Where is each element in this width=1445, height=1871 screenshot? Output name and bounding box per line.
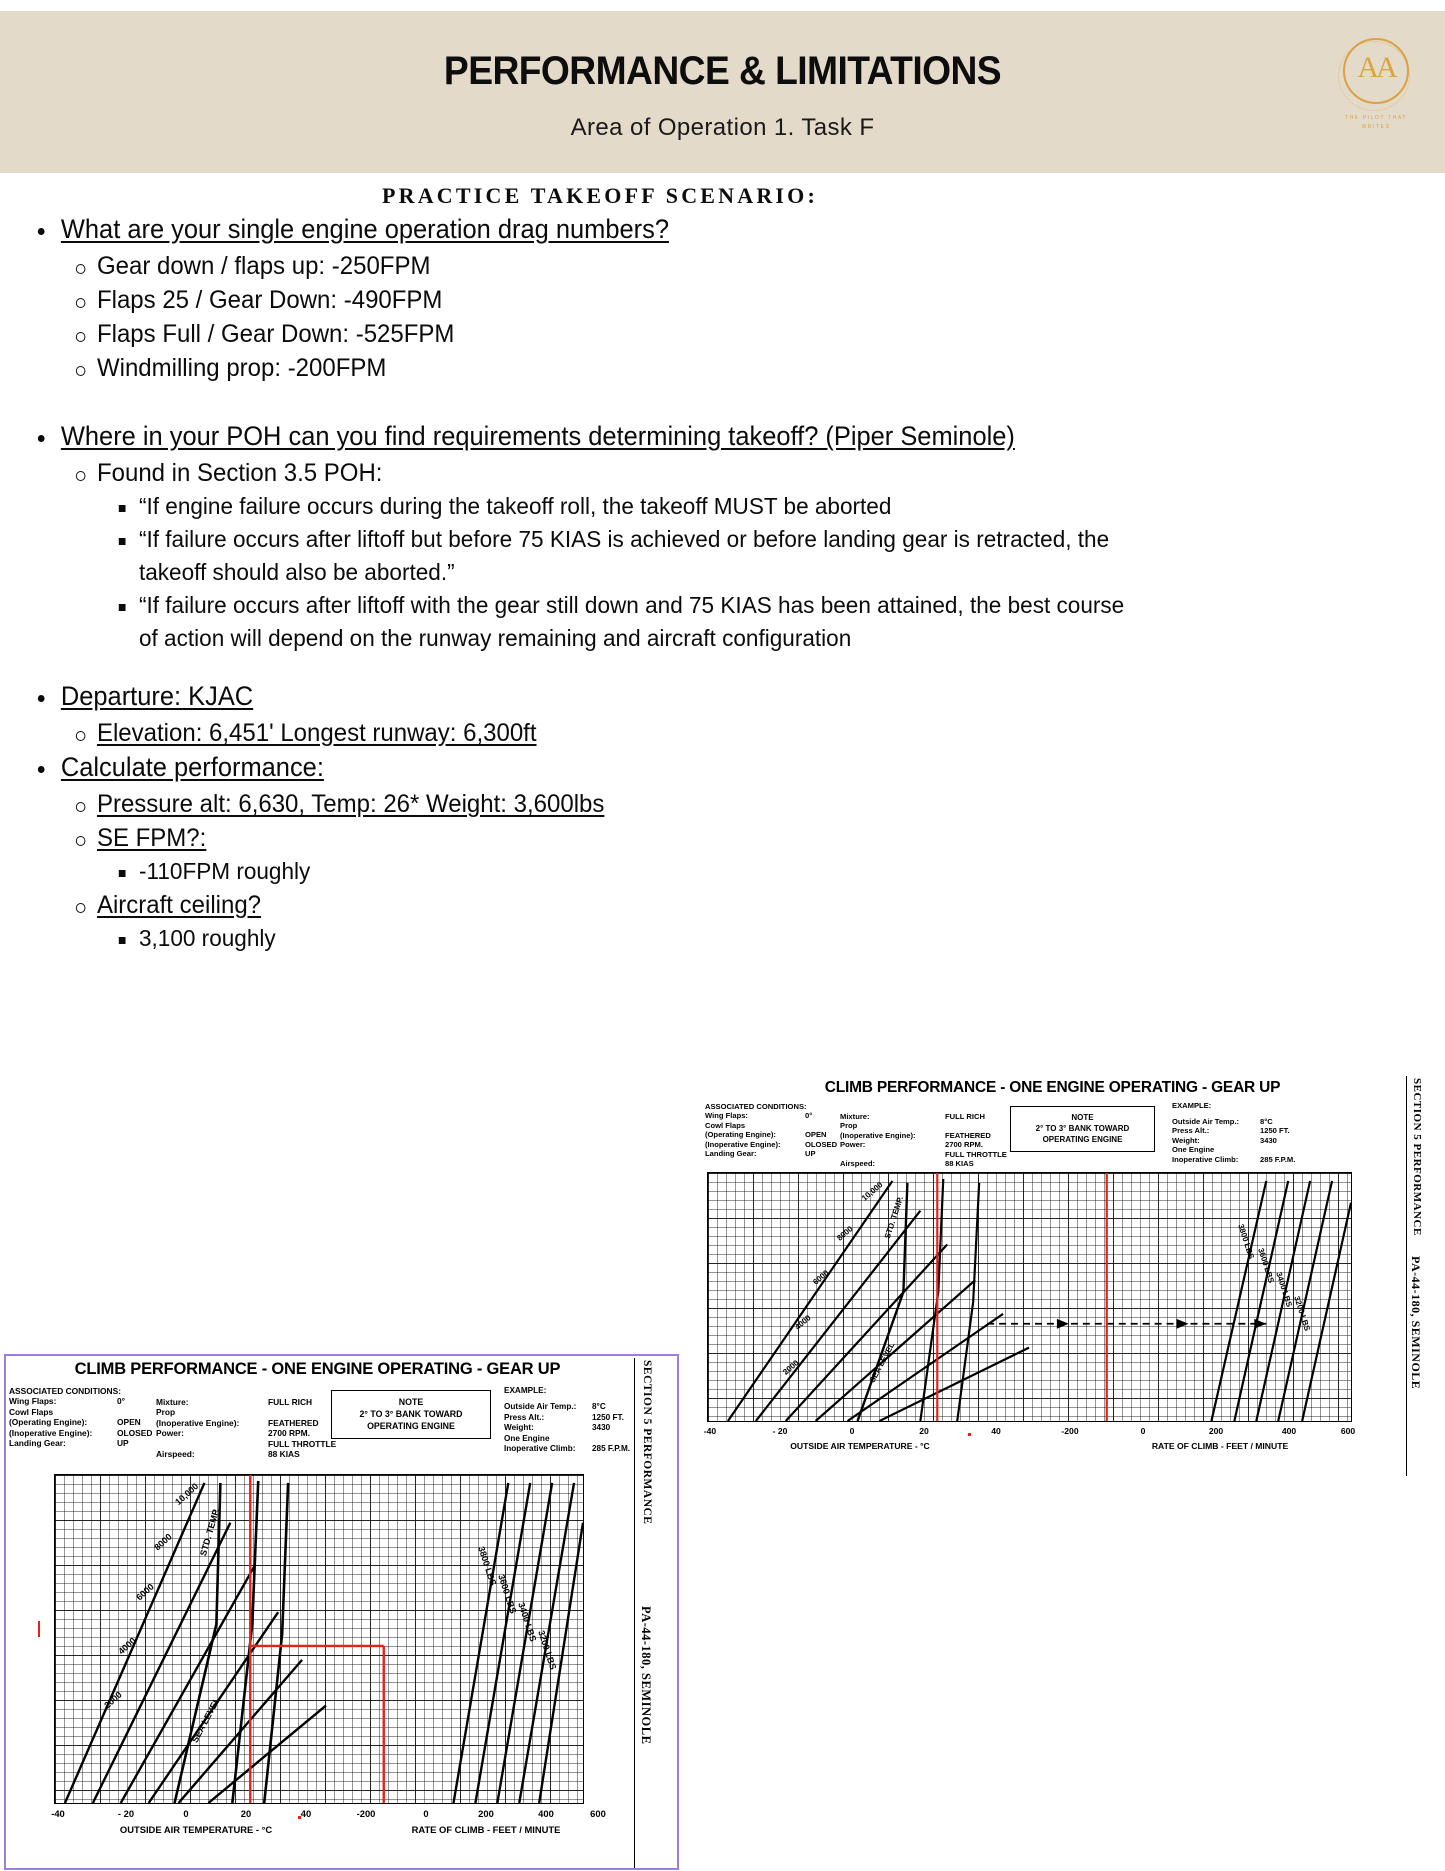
page-subtitle: Area of Operation 1. Task F xyxy=(570,114,875,141)
example-key: Press Alt.: xyxy=(1172,1126,1210,1136)
example-heading: EXAMPLE: xyxy=(1172,1101,1212,1110)
associated-conditions-left xyxy=(705,1102,837,1158)
cond-val: FULL RICH xyxy=(945,1112,985,1121)
example-box xyxy=(504,1386,684,1454)
example-val: 8°C xyxy=(592,1402,606,1412)
poh-list xyxy=(34,456,1180,655)
xtick-right-4: 600 xyxy=(1340,1426,1356,1436)
chart-side-section-label: SECTION 5 PERFORMANCE xyxy=(1411,1078,1423,1236)
red-marker-dot xyxy=(968,1433,971,1436)
altitude-label-4000: 4000 xyxy=(116,1635,138,1657)
chart-side-model-label: PA-44-180, SEMINOLE xyxy=(1409,1256,1423,1390)
example-val: 1250 FT. xyxy=(592,1412,624,1422)
example-val: 285 F.P.M. xyxy=(1260,1154,1296,1164)
cond-key: (Inoperative Engine): xyxy=(705,1139,781,1149)
chart-title: CLIMB PERFORMANCE - ONE ENGINE OPERATING - GEAR UP xyxy=(74,1360,561,1378)
note-box xyxy=(1010,1106,1155,1152)
top-level-list xyxy=(0,212,1180,955)
climb-performance-chart-top[interactable] xyxy=(700,1076,1445,1476)
cond-key: Prop xyxy=(840,1121,858,1131)
weight-label-3200: 3200 LBS xyxy=(536,1629,559,1671)
altitude-label-2000: 2000 xyxy=(102,1689,124,1711)
xlabel-left: OUTSIDE AIR TEMPERATURE - °C xyxy=(119,1824,273,1835)
xtick-right-1: 0 xyxy=(1140,1426,1146,1436)
departure-detail: Elevation: 6,451' Longest runway: 6,300ft xyxy=(72,716,1136,750)
altitude-label-6000: 6000 xyxy=(811,1268,831,1287)
cond-val: FULL THROTTLE xyxy=(268,1438,337,1449)
drag-numbers-list xyxy=(34,249,1180,385)
xtick-right-1: 0 xyxy=(423,1808,429,1819)
stray-red-mark xyxy=(38,1621,40,1637)
example-key: One Engine xyxy=(1172,1145,1215,1155)
cond-val: 88 KIAS xyxy=(945,1159,974,1169)
example-key: Weight: xyxy=(504,1423,534,1433)
xtick-right-3: 400 xyxy=(538,1808,554,1819)
list-item xyxy=(114,922,1180,955)
cond-val: UP xyxy=(117,1438,129,1449)
weight-label-3400: 3400 LBS xyxy=(516,1601,539,1643)
list-item xyxy=(34,679,1180,750)
associated-conditions-left xyxy=(9,1386,152,1448)
list-item xyxy=(34,419,1180,655)
calculate-list xyxy=(34,787,1180,955)
xtick-left-2: 0 xyxy=(183,1808,189,1819)
note-line-0: 2° TO 3° BANK TOWARD xyxy=(1035,1124,1130,1133)
cond-key: Wing Flaps: xyxy=(9,1396,57,1407)
calculate-heading: Calculate performance: xyxy=(34,750,1134,785)
example-heading: EXAMPLE: xyxy=(504,1386,547,1395)
spacer xyxy=(34,385,1180,419)
weight-label-3400: 3400 LBS xyxy=(1274,1270,1294,1309)
example-box xyxy=(1172,1101,1372,1165)
cond-val: FEATHERED xyxy=(945,1130,991,1140)
sidebar-divider xyxy=(634,1358,635,1868)
xtick-left-1: - 20 xyxy=(772,1426,788,1436)
ceiling-list xyxy=(72,922,1180,955)
se-fpm-label: SE FPM?: xyxy=(72,821,1136,855)
cond-val: FEATHERED xyxy=(268,1417,319,1428)
red-marker-dot xyxy=(298,1816,301,1819)
logo-tagline: THE PILOT THAT WRITES xyxy=(1344,115,1408,130)
note-line-0: 2° TO 3° BANK TOWARD xyxy=(359,1409,463,1419)
altitude-label-4000: 4000 xyxy=(793,1313,813,1332)
weight-label-3600: 3600 LBS xyxy=(496,1573,519,1615)
example-val: 8°C xyxy=(1260,1116,1273,1126)
cond-key: Airspeed: xyxy=(840,1159,876,1169)
sidebar-divider xyxy=(1406,1076,1407,1476)
list-item xyxy=(72,821,1180,888)
example-key: One Engine xyxy=(504,1433,550,1443)
xtick-right-2: 200 xyxy=(1208,1426,1224,1436)
example-key: Inoperative Climb: xyxy=(1172,1154,1239,1164)
list-item xyxy=(72,888,1180,955)
cond-key: Wing Flaps: xyxy=(705,1111,748,1121)
poh-quote-2: “If failure occurs after liftoff with the gear still down and 75 KIAS has been attained, the best course of action will depend on the runway remaining and aircraft configuration xyxy=(114,589,1137,655)
altitude-label-6000: 6000 xyxy=(134,1581,156,1603)
cond-val: 2700 RPM. xyxy=(268,1428,310,1439)
cond-key: Landing Gear: xyxy=(705,1149,757,1159)
climb-performance-chart-bottom[interactable] xyxy=(4,1354,679,1870)
example-key: Press Alt.: xyxy=(504,1412,545,1422)
example-key: Outside Air Temp.: xyxy=(1172,1116,1240,1126)
list-item xyxy=(72,283,1180,317)
list-item xyxy=(34,212,1180,385)
list-item xyxy=(114,523,1180,589)
cond-key: (Inoperative Engine): xyxy=(9,1427,93,1438)
cond-val: OPEN xyxy=(805,1130,827,1140)
poh-quote-0: “If engine failure occurs during the takeoff roll, the takeoff MUST be aborted xyxy=(114,490,1137,523)
example-key: Weight: xyxy=(1172,1135,1200,1145)
example-val: 285 F.P.M. xyxy=(592,1444,631,1454)
altitude-label-10000: 10,000 xyxy=(859,1180,885,1203)
chart-plot-area[interactable] xyxy=(707,1172,1352,1422)
note-line-1: OPERATING ENGINE xyxy=(367,1421,455,1431)
list-item xyxy=(114,855,1180,888)
cond-val: FULL THROTTLE xyxy=(945,1149,1007,1159)
xtick-left-2: 0 xyxy=(849,1426,855,1436)
cond-key xyxy=(156,1439,268,1449)
cond-key: Airspeed: xyxy=(156,1449,195,1460)
cond-key: Power: xyxy=(156,1428,184,1439)
poh-quote-1: “If failure occurs after liftoff but before 75 KIAS is achieved or before landing gear is retracted, the takeoff should also be aborted.” xyxy=(114,523,1137,589)
example-val: 3430 xyxy=(592,1423,611,1433)
weight-label-3800: 3800 LBS xyxy=(1236,1222,1256,1261)
altitude-label-2000: 2000 xyxy=(781,1358,801,1377)
xtick-left-3: 20 xyxy=(919,1426,929,1436)
example-key: Inoperative Climb: xyxy=(504,1444,576,1454)
header-banner xyxy=(0,11,1445,173)
list-item xyxy=(34,750,1180,955)
list-item xyxy=(72,716,1180,750)
cond-val: 0° xyxy=(117,1396,126,1407)
list-item xyxy=(72,249,1180,283)
chart-side-section-label: SECTION 5 PERFORMANCE xyxy=(641,1360,653,1525)
cond-val: OPEN xyxy=(117,1417,141,1428)
altitude-label-10000: 10,000 xyxy=(173,1481,201,1507)
example-val: 1250 FT. xyxy=(1260,1126,1290,1136)
cond-key: Mixture: xyxy=(156,1397,189,1407)
cond-key: Power: xyxy=(840,1140,866,1150)
cond-key: Mixture: xyxy=(840,1112,870,1121)
cond-key: (Inoperative Engine): xyxy=(156,1417,240,1428)
xtick-left-4: 40 xyxy=(991,1426,1001,1436)
cond-val: OLOSED xyxy=(805,1139,838,1149)
cond-val: 2700 RPM. xyxy=(945,1140,983,1150)
poh-quotes-list xyxy=(72,490,1180,655)
weight-label-3600: 3600 LBS xyxy=(1256,1246,1276,1285)
cond-key: (Inoperative Engine): xyxy=(840,1130,916,1140)
note-heading: NOTE xyxy=(398,1397,424,1407)
page-title: PERFORMANCE & LIMITATIONS xyxy=(443,49,1002,93)
weight-label-3200: 3200 LBS xyxy=(1292,1294,1312,1333)
sea-level-label: SEA LEVEL xyxy=(867,1340,897,1385)
cond-key: (Operating Engine): xyxy=(705,1130,776,1140)
spacer xyxy=(34,655,1180,679)
ceiling-label: Aircraft ceiling? xyxy=(72,888,1136,922)
departure-list xyxy=(34,716,1180,750)
sea-level-label: SEA LEVEL xyxy=(189,1695,222,1745)
std-temp-label: STD. TEMP. xyxy=(198,1506,222,1558)
cond-val: 88 KIAS xyxy=(268,1449,300,1460)
list-item xyxy=(72,351,1180,385)
drag-item-1: Flaps 25 / Gear Down: -490FPM xyxy=(72,283,1136,317)
brand-logo xyxy=(1334,38,1418,148)
slide-content xyxy=(0,212,1180,955)
note-box xyxy=(331,1390,491,1439)
cond-val: FULL RICH xyxy=(268,1397,313,1407)
weight-label-3800: 3800 LBS xyxy=(476,1545,499,1587)
se-fpm-list xyxy=(72,855,1180,888)
xlabel-left: OUTSIDE AIR TEMPERATURE - °C xyxy=(790,1441,930,1451)
list-item xyxy=(72,456,1180,655)
xlabel-right: RATE OF CLIMB - FEET / MINUTE xyxy=(1151,1441,1289,1451)
altitude-label-8000: 8000 xyxy=(835,1224,855,1243)
note-line-1: OPERATING ENGINE xyxy=(1042,1135,1123,1144)
cond-key xyxy=(840,1150,945,1159)
se-fpm-value: -110FPM roughly xyxy=(114,855,1137,888)
list-item xyxy=(72,317,1180,351)
xtick-right-2: 200 xyxy=(478,1808,494,1819)
example-val: 3430 xyxy=(1260,1135,1277,1145)
xtick-right-0: -200 xyxy=(356,1808,376,1819)
altitude-label-8000: 8000 xyxy=(152,1531,174,1553)
associated-conditions-right xyxy=(840,1112,1007,1168)
logo-monogram: AA xyxy=(1357,51,1395,84)
xtick-right-3: 400 xyxy=(1281,1426,1297,1436)
question-1: What are your single engine operation drag numbers? xyxy=(34,212,1134,247)
xtick-left-1: - 20 xyxy=(117,1808,135,1819)
ceiling-value: 3,100 roughly xyxy=(114,922,1137,955)
chart-plot-area[interactable] xyxy=(54,1474,584,1804)
list-item xyxy=(114,589,1180,655)
xtick-right-4: 600 xyxy=(590,1808,606,1819)
pressure-alt-line: Pressure alt: 6,630, Temp: 26* Weight: 3,600lbs xyxy=(72,787,1136,821)
cond-val: 0° xyxy=(805,1111,813,1121)
list-item xyxy=(72,787,1180,821)
example-key: Outside Air Temp.: xyxy=(504,1402,577,1412)
cond-val: UP xyxy=(805,1149,816,1159)
xtick-left-3: 20 xyxy=(240,1808,252,1819)
departure-heading: Departure: KJAC xyxy=(34,679,1134,714)
cond-val: OLOSED xyxy=(117,1427,153,1438)
chart-title: CLIMB PERFORMANCE - ONE ENGINE OPERATING - GEAR UP xyxy=(824,1079,1281,1096)
cond-key: Cowl Flaps xyxy=(9,1406,54,1417)
cond-key: (Operating Engine): xyxy=(9,1417,88,1428)
conditions-heading: ASSOCIATED CONDITIONS: xyxy=(9,1386,121,1396)
associated-conditions-right xyxy=(156,1397,336,1459)
note-heading: NOTE xyxy=(1071,1113,1094,1122)
drag-item-0: Gear down / flaps up: -250FPM xyxy=(72,249,1136,283)
xtick-right-0: -200 xyxy=(1061,1426,1079,1436)
xtick-left-4: 40 xyxy=(300,1808,312,1819)
chart-side-model-label: PA-44-180, SEMINOLE xyxy=(639,1606,653,1745)
std-temp-label: STD. TEMP. xyxy=(882,1195,905,1240)
question-2: Where in your POH can you find requirements determining takeoff? (Piper Seminole) xyxy=(34,419,1134,454)
xtick-left-0: -40 xyxy=(51,1808,65,1819)
cond-key: Cowl Flaps xyxy=(705,1120,746,1130)
conditions-heading: ASSOCIATED CONDITIONS: xyxy=(705,1102,807,1111)
drag-item-3: Windmilling prop: -200FPM xyxy=(72,351,1136,385)
cond-key: Landing Gear: xyxy=(9,1438,66,1449)
scenario-heading: PRACTICE TAKEOFF SCENARIO: xyxy=(381,183,819,208)
poh-section: Found in Section 3.5 POH: xyxy=(72,456,1136,490)
drag-item-2: Flaps Full / Gear Down: -525FPM xyxy=(72,317,1136,351)
xlabel-right: RATE OF CLIMB - FEET / MINUTE xyxy=(411,1824,561,1835)
cond-key: Prop xyxy=(156,1407,176,1418)
chart-curves xyxy=(708,1173,1351,1421)
list-item xyxy=(114,490,1180,523)
xtick-left-0: -40 xyxy=(703,1426,717,1436)
